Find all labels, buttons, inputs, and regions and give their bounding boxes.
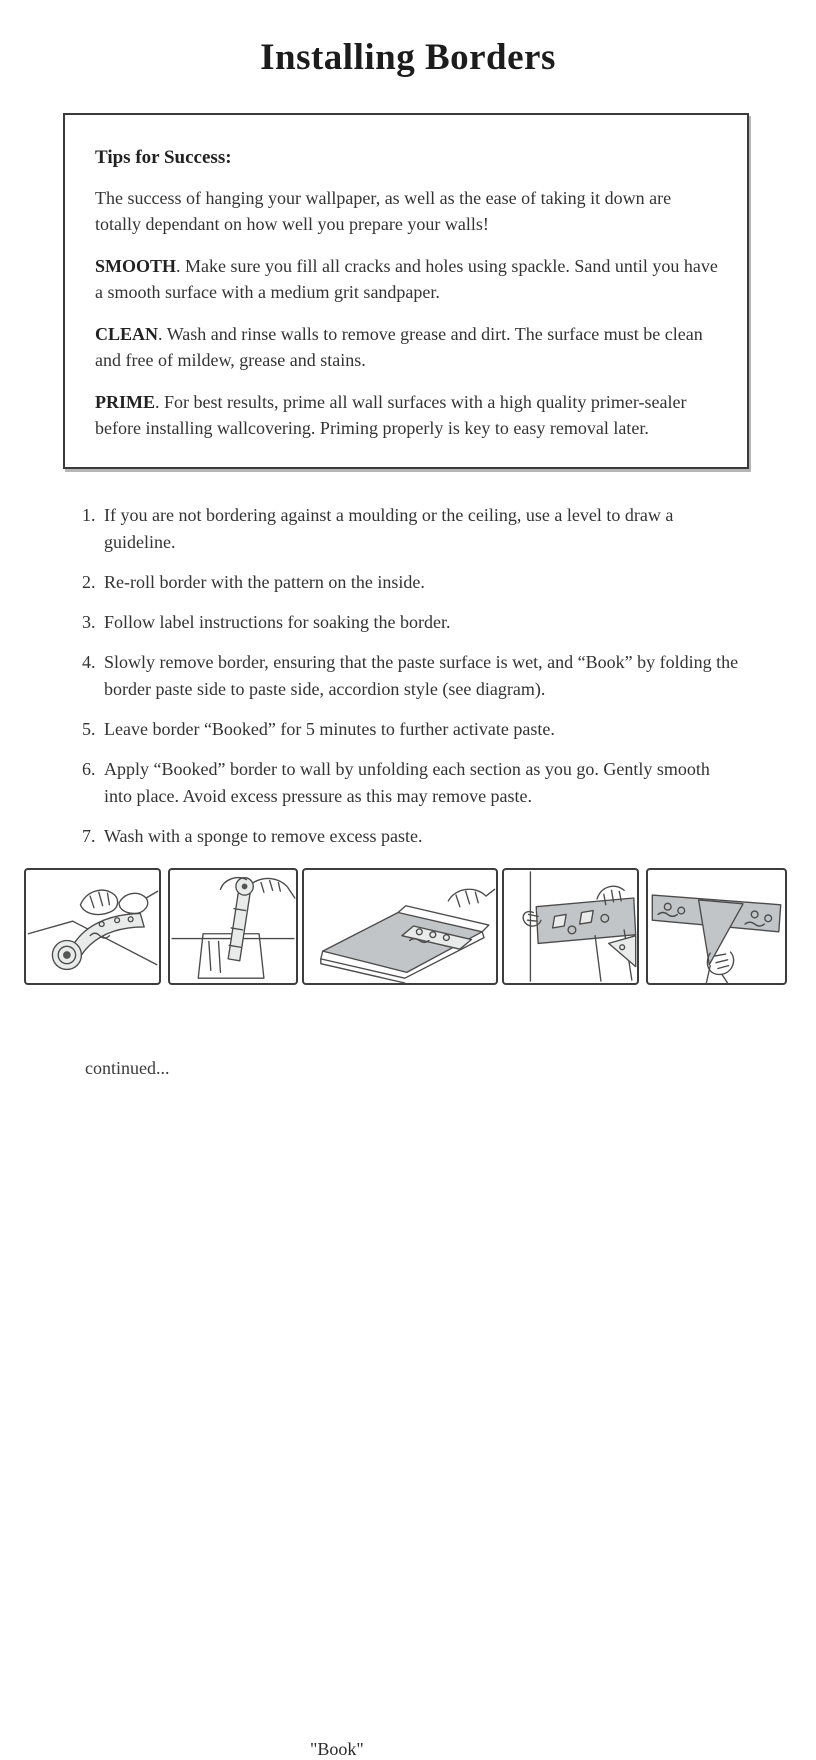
step-item-5 xyxy=(82,716,742,743)
step-number: 6. xyxy=(82,759,96,779)
figure-panel-book xyxy=(302,868,498,985)
step-item-3 xyxy=(82,609,742,636)
step-item-4 xyxy=(82,649,742,703)
step-number: 3. xyxy=(82,612,96,632)
step-text: Follow label instructions for soaking the border. xyxy=(104,612,451,632)
steps-list xyxy=(82,502,742,863)
tip-text-smooth: . Make sure you fill all cracks and holes using spackle. Sand until you have a smooth surface with a medium grit sandpaper. xyxy=(95,256,718,302)
tips-box xyxy=(63,113,749,469)
step-text: Leave border “Booked” for 5 minutes to further activate paste. xyxy=(104,719,555,739)
figure-panel-soak xyxy=(168,868,298,985)
tip-paragraph-clean xyxy=(95,321,719,373)
tip-text-clean: . Wash and rinse walls to remove grease and dirt. The surface must be clean and free of mildew, grease and stains. xyxy=(95,324,703,370)
step-item-6 xyxy=(82,756,742,810)
step-number: 5. xyxy=(82,719,96,739)
step-number: 7. xyxy=(82,826,96,846)
unfold-section-illustration xyxy=(648,870,785,983)
step-text: If you are not bordering against a moulding or the ceiling, use a level to draw a guideline. xyxy=(104,505,674,552)
tip-paragraph-prime xyxy=(95,389,719,441)
step-number: 4. xyxy=(82,652,96,672)
tip-term-smooth: SMOOTH xyxy=(95,256,177,276)
book-label: "Book" xyxy=(310,1739,364,1759)
step-item-1 xyxy=(82,502,742,556)
reroll-border-illustration xyxy=(26,870,159,983)
step-text: Re-roll border with the pattern on the inside. xyxy=(104,572,425,592)
tip-paragraph-smooth xyxy=(95,253,719,305)
tips-intro: The success of hanging your wallpaper, as well as the ease of taking it down are totally dependant on how well you prepare your walls! xyxy=(95,188,672,234)
page-title: Installing Borders xyxy=(260,37,556,78)
apply-border-to-wall-illustration xyxy=(504,870,637,983)
step-text: Wash with a sponge to remove excess paste. xyxy=(104,826,423,846)
tip-term-prime: PRIME xyxy=(95,392,155,412)
figure-panel-apply xyxy=(502,868,639,985)
figure-panel-reroll xyxy=(24,868,161,985)
step-item-2 xyxy=(82,569,742,596)
step-item-7 xyxy=(82,823,742,850)
step-text: Slowly remove border, ensuring that the paste surface is wet, and “Book” by folding the border paste side to paste side, accordion style (see diagram). xyxy=(104,652,739,699)
continued-note: continued... xyxy=(85,1058,170,1078)
booked-border-illustration xyxy=(304,870,496,983)
tip-term-clean: CLEAN xyxy=(95,324,159,344)
tip-text-prime: . For best results, prime all wall surfaces with a high quality primer-sealer before installing wallcovering. Priming properly is key to easy removal later. xyxy=(95,392,687,438)
step-text: Apply “Booked” border to wall by unfolding each section as you go. Gently smooth into place. Avoid excess pressure as this may remove paste. xyxy=(104,759,710,806)
soak-border-illustration xyxy=(170,870,296,983)
step-number: 1. xyxy=(82,505,96,525)
step-number: 2. xyxy=(82,572,96,592)
figure-panel-unfold xyxy=(646,868,787,985)
tips-heading: Tips for Success: xyxy=(95,147,232,168)
